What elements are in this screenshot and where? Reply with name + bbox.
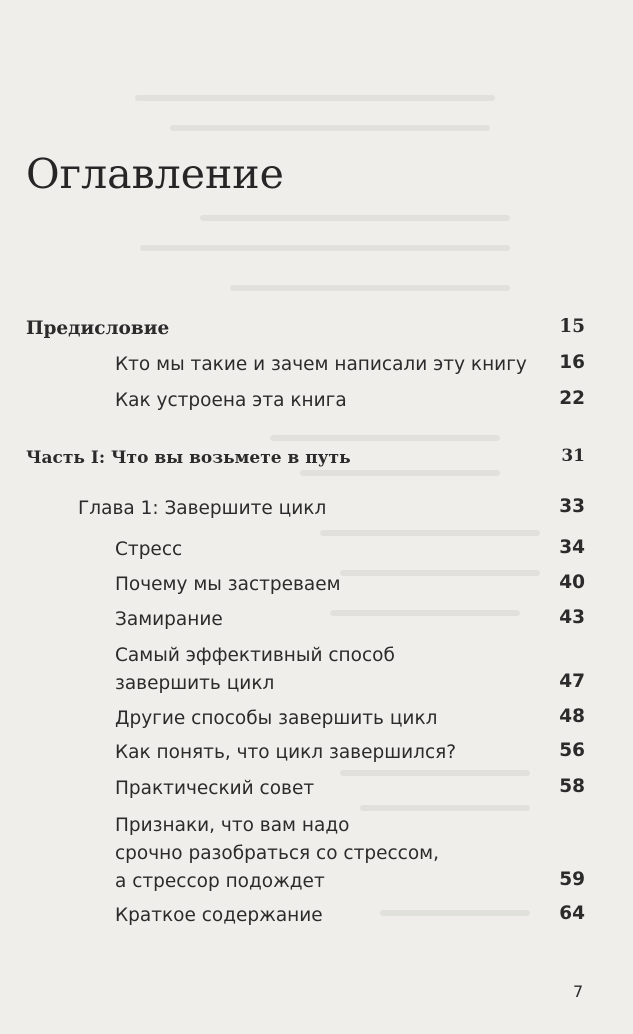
toc-entry-page: 56: [559, 740, 585, 761]
toc-entry-page: 48: [559, 706, 585, 727]
toc-entry-page: 31: [561, 446, 585, 466]
toc-entry-page: 22: [559, 388, 585, 409]
page-title: Оглавление: [26, 150, 284, 198]
toc-entry-page: 40: [559, 572, 585, 593]
toc-entry-page: 15: [559, 316, 585, 337]
toc-entry-label: Стресс: [115, 539, 183, 560]
toc-entry-label: Часть I: Что вы возьмете в путь: [26, 448, 351, 468]
toc-entry-label-line: завершить цикл: [115, 673, 275, 694]
toc-entry-label: Почему мы застреваем: [115, 574, 341, 595]
toc-entry-page: 34: [559, 537, 585, 558]
toc-entry-label: Предисловие: [26, 318, 170, 339]
toc-entry-label: Краткое содержание: [115, 905, 323, 926]
toc-entry-label: Кто мы такие и зачем написали эту книгу: [115, 354, 527, 375]
toc-entry-label-line: а стрессор подождет: [115, 871, 325, 892]
toc-entry-page: 43: [559, 607, 585, 628]
toc-entry-label: Глава 1: Завершите цикл: [78, 498, 327, 519]
toc-entry-label-line: Признаки, что вам надо: [115, 815, 350, 836]
toc-entry-label: Другие способы завершить цикл: [115, 708, 438, 729]
toc-entry-page: 33: [559, 496, 585, 517]
toc-entry-label: Как устроена эта книга: [115, 390, 347, 411]
toc-entry-label: Как понять, что цикл завершился?: [115, 742, 457, 763]
toc-entry-label: Замирание: [115, 609, 223, 630]
toc-entry-page: 64: [559, 903, 585, 924]
page-number: 7: [573, 982, 584, 1001]
toc-entry-label: Практический совет: [115, 778, 315, 799]
toc-entry-page: 16: [559, 352, 585, 373]
toc-entry-page: 59: [559, 869, 585, 890]
toc-entry-label-line: срочно разобраться со стрессом,: [115, 843, 439, 864]
toc-entry-label-line: Самый эффективный способ: [115, 645, 395, 666]
toc-entry-page: 47: [559, 671, 585, 692]
toc-entry-page: 58: [559, 776, 585, 797]
